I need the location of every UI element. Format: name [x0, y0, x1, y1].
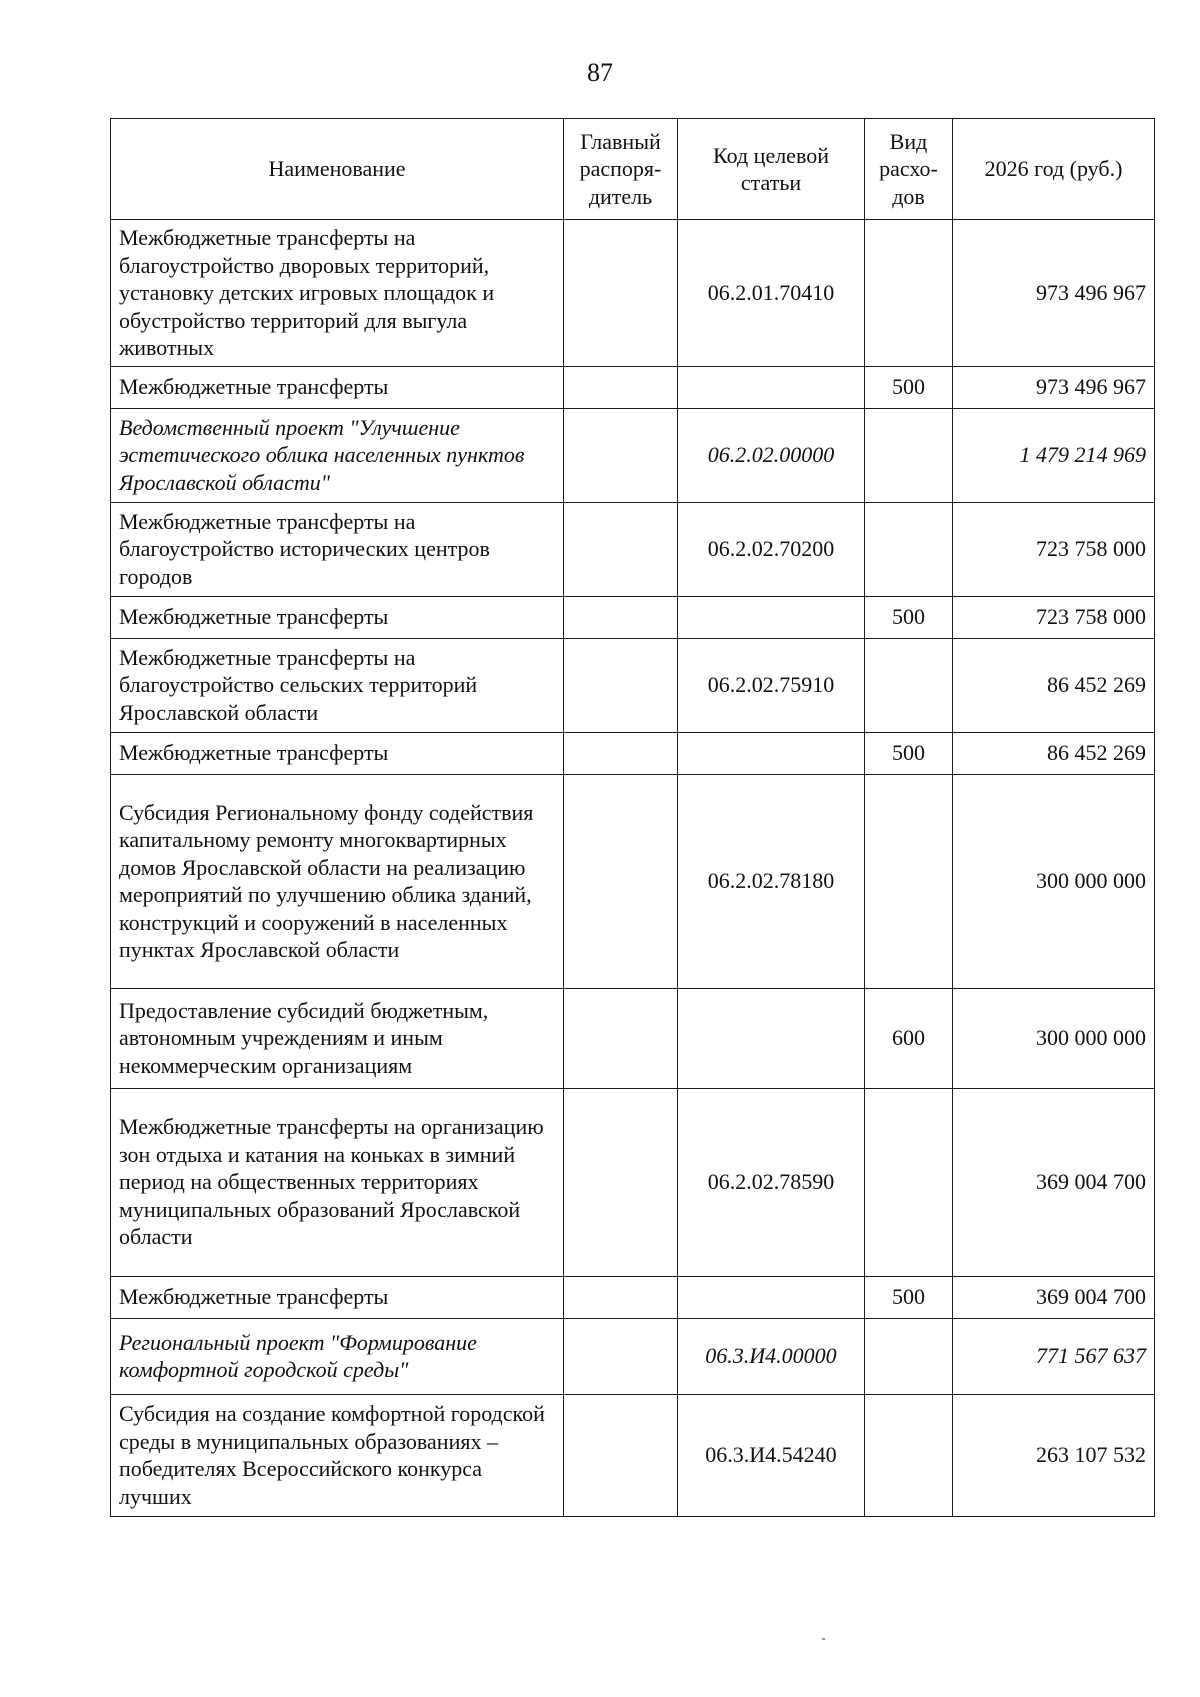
row-name: Межбюджетные трансферты на организацию зон отдыха и катания на коньках в зимний период на общественных территориях муниципальных образований Ярославской области — [111, 1088, 564, 1276]
row-main-manager — [564, 220, 678, 367]
row-expense-kind: 500 — [865, 366, 953, 408]
row-main-manager — [564, 366, 678, 408]
row-expense-kind — [865, 408, 953, 502]
row-sum: 86 452 269 — [953, 732, 1155, 774]
row-main-manager — [564, 638, 678, 732]
row-expense-kind — [865, 502, 953, 596]
row-name: Межбюджетные трансферты — [111, 366, 564, 408]
row-expense-kind: 500 — [865, 596, 953, 638]
row-name: Межбюджетные трансферты — [111, 596, 564, 638]
row-target-code: 06.2.02.78180 — [678, 774, 865, 988]
row-name: Субсидия Региональному фонду содействия капитальному ремонту многоквартирных домов Ярославской области на реализацию мероприятий по улучшению облика зданий, конструкций и сооружений в населенных пунктах Ярославской области — [111, 774, 564, 988]
row-expense-kind — [865, 638, 953, 732]
row-name: Ведомственный проект "Улучшение эстетического облика населенных пунктов Ярославской области" — [111, 408, 564, 502]
row-name: Предоставление субсидий бюджетным, автономным учреждениям и иным некоммерческим организациям — [111, 988, 564, 1088]
table-header-row — [111, 119, 1155, 220]
row-main-manager — [564, 988, 678, 1088]
row-sum: 973 496 967 — [953, 366, 1155, 408]
row-name: Межбюджетные трансферты на благоустройство исторических центров городов — [111, 502, 564, 596]
row-main-manager — [564, 1276, 678, 1318]
row-sum: 369 004 700 — [953, 1088, 1155, 1276]
row-main-manager — [564, 774, 678, 988]
row-target-code — [678, 366, 865, 408]
row-target-code — [678, 732, 865, 774]
header-name: Наименование — [111, 119, 564, 220]
row-sum: 723 758 000 — [953, 502, 1155, 596]
row-name: Межбюджетные трансферты — [111, 732, 564, 774]
table-row — [111, 408, 1155, 502]
row-name: Межбюджетные трансферты на благоустройство сельских территорий Ярославской области — [111, 638, 564, 732]
row-name: Субсидия на создание комфортной городской среды в муниципальных образованиях – победителях Всероссийского конкурса лучших — [111, 1394, 564, 1516]
row-expense-kind — [865, 774, 953, 988]
row-expense-kind — [865, 1394, 953, 1516]
row-sum: 369 004 700 — [953, 1276, 1155, 1318]
row-main-manager — [564, 732, 678, 774]
row-sum: 300 000 000 — [953, 988, 1155, 1088]
row-main-manager — [564, 1318, 678, 1394]
row-target-code: 06.2.02.78590 — [678, 1088, 865, 1276]
header-main-manager: Главный распоря-дитель — [564, 119, 678, 220]
row-target-code: 06.2.02.00000 — [678, 408, 865, 502]
row-name: Межбюджетные трансферты — [111, 1276, 564, 1318]
row-target-code — [678, 1276, 865, 1318]
row-sum: 723 758 000 — [953, 596, 1155, 638]
row-expense-kind: 500 — [865, 1276, 953, 1318]
row-target-code: 06.3.И4.54240 — [678, 1394, 865, 1516]
row-sum: 300 000 000 — [953, 774, 1155, 988]
budget-table — [110, 118, 1155, 1517]
row-main-manager — [564, 1394, 678, 1516]
table-row — [111, 366, 1155, 408]
row-name: Региональный проект "Формирование комфортной городской среды" — [111, 1318, 564, 1394]
row-target-code: 06.2.01.70410 — [678, 220, 865, 367]
row-expense-kind: 500 — [865, 732, 953, 774]
header-target-code: Код целевой статьи — [678, 119, 865, 220]
table-row — [111, 988, 1155, 1088]
row-target-code — [678, 596, 865, 638]
table-row — [111, 1318, 1155, 1394]
table-row — [111, 774, 1155, 988]
row-main-manager — [564, 596, 678, 638]
table-row — [111, 596, 1155, 638]
table-row — [111, 502, 1155, 596]
header-year-sum: 2026 год (руб.) — [953, 119, 1155, 220]
row-sum: 1 479 214 969 — [953, 408, 1155, 502]
table-row — [111, 1276, 1155, 1318]
row-main-manager — [564, 502, 678, 596]
row-expense-kind — [865, 220, 953, 367]
header-expense-kind: Вид расхо-дов — [865, 119, 953, 220]
row-sum: 973 496 967 — [953, 220, 1155, 367]
row-sum: 86 452 269 — [953, 638, 1155, 732]
table-row — [111, 1088, 1155, 1276]
row-target-code: 06.2.02.75910 — [678, 638, 865, 732]
row-name: Межбюджетные трансферты на благоустройство дворовых территорий, установку детских игровых площадок и обустройство территорий для выгула животных — [111, 220, 564, 367]
row-main-manager — [564, 1088, 678, 1276]
row-main-manager — [564, 408, 678, 502]
page-number: 87 — [587, 58, 613, 87]
table-row — [111, 638, 1155, 732]
row-expense-kind — [865, 1088, 953, 1276]
scan-speck — [822, 1638, 825, 1640]
row-sum: 771 567 637 — [953, 1318, 1155, 1394]
row-target-code — [678, 988, 865, 1088]
row-target-code: 06.3.И4.00000 — [678, 1318, 865, 1394]
table-row — [111, 220, 1155, 367]
row-expense-kind: 600 — [865, 988, 953, 1088]
row-expense-kind — [865, 1318, 953, 1394]
row-target-code: 06.2.02.70200 — [678, 502, 865, 596]
table-row — [111, 1394, 1155, 1516]
row-sum: 263 107 532 — [953, 1394, 1155, 1516]
table-row — [111, 732, 1155, 774]
